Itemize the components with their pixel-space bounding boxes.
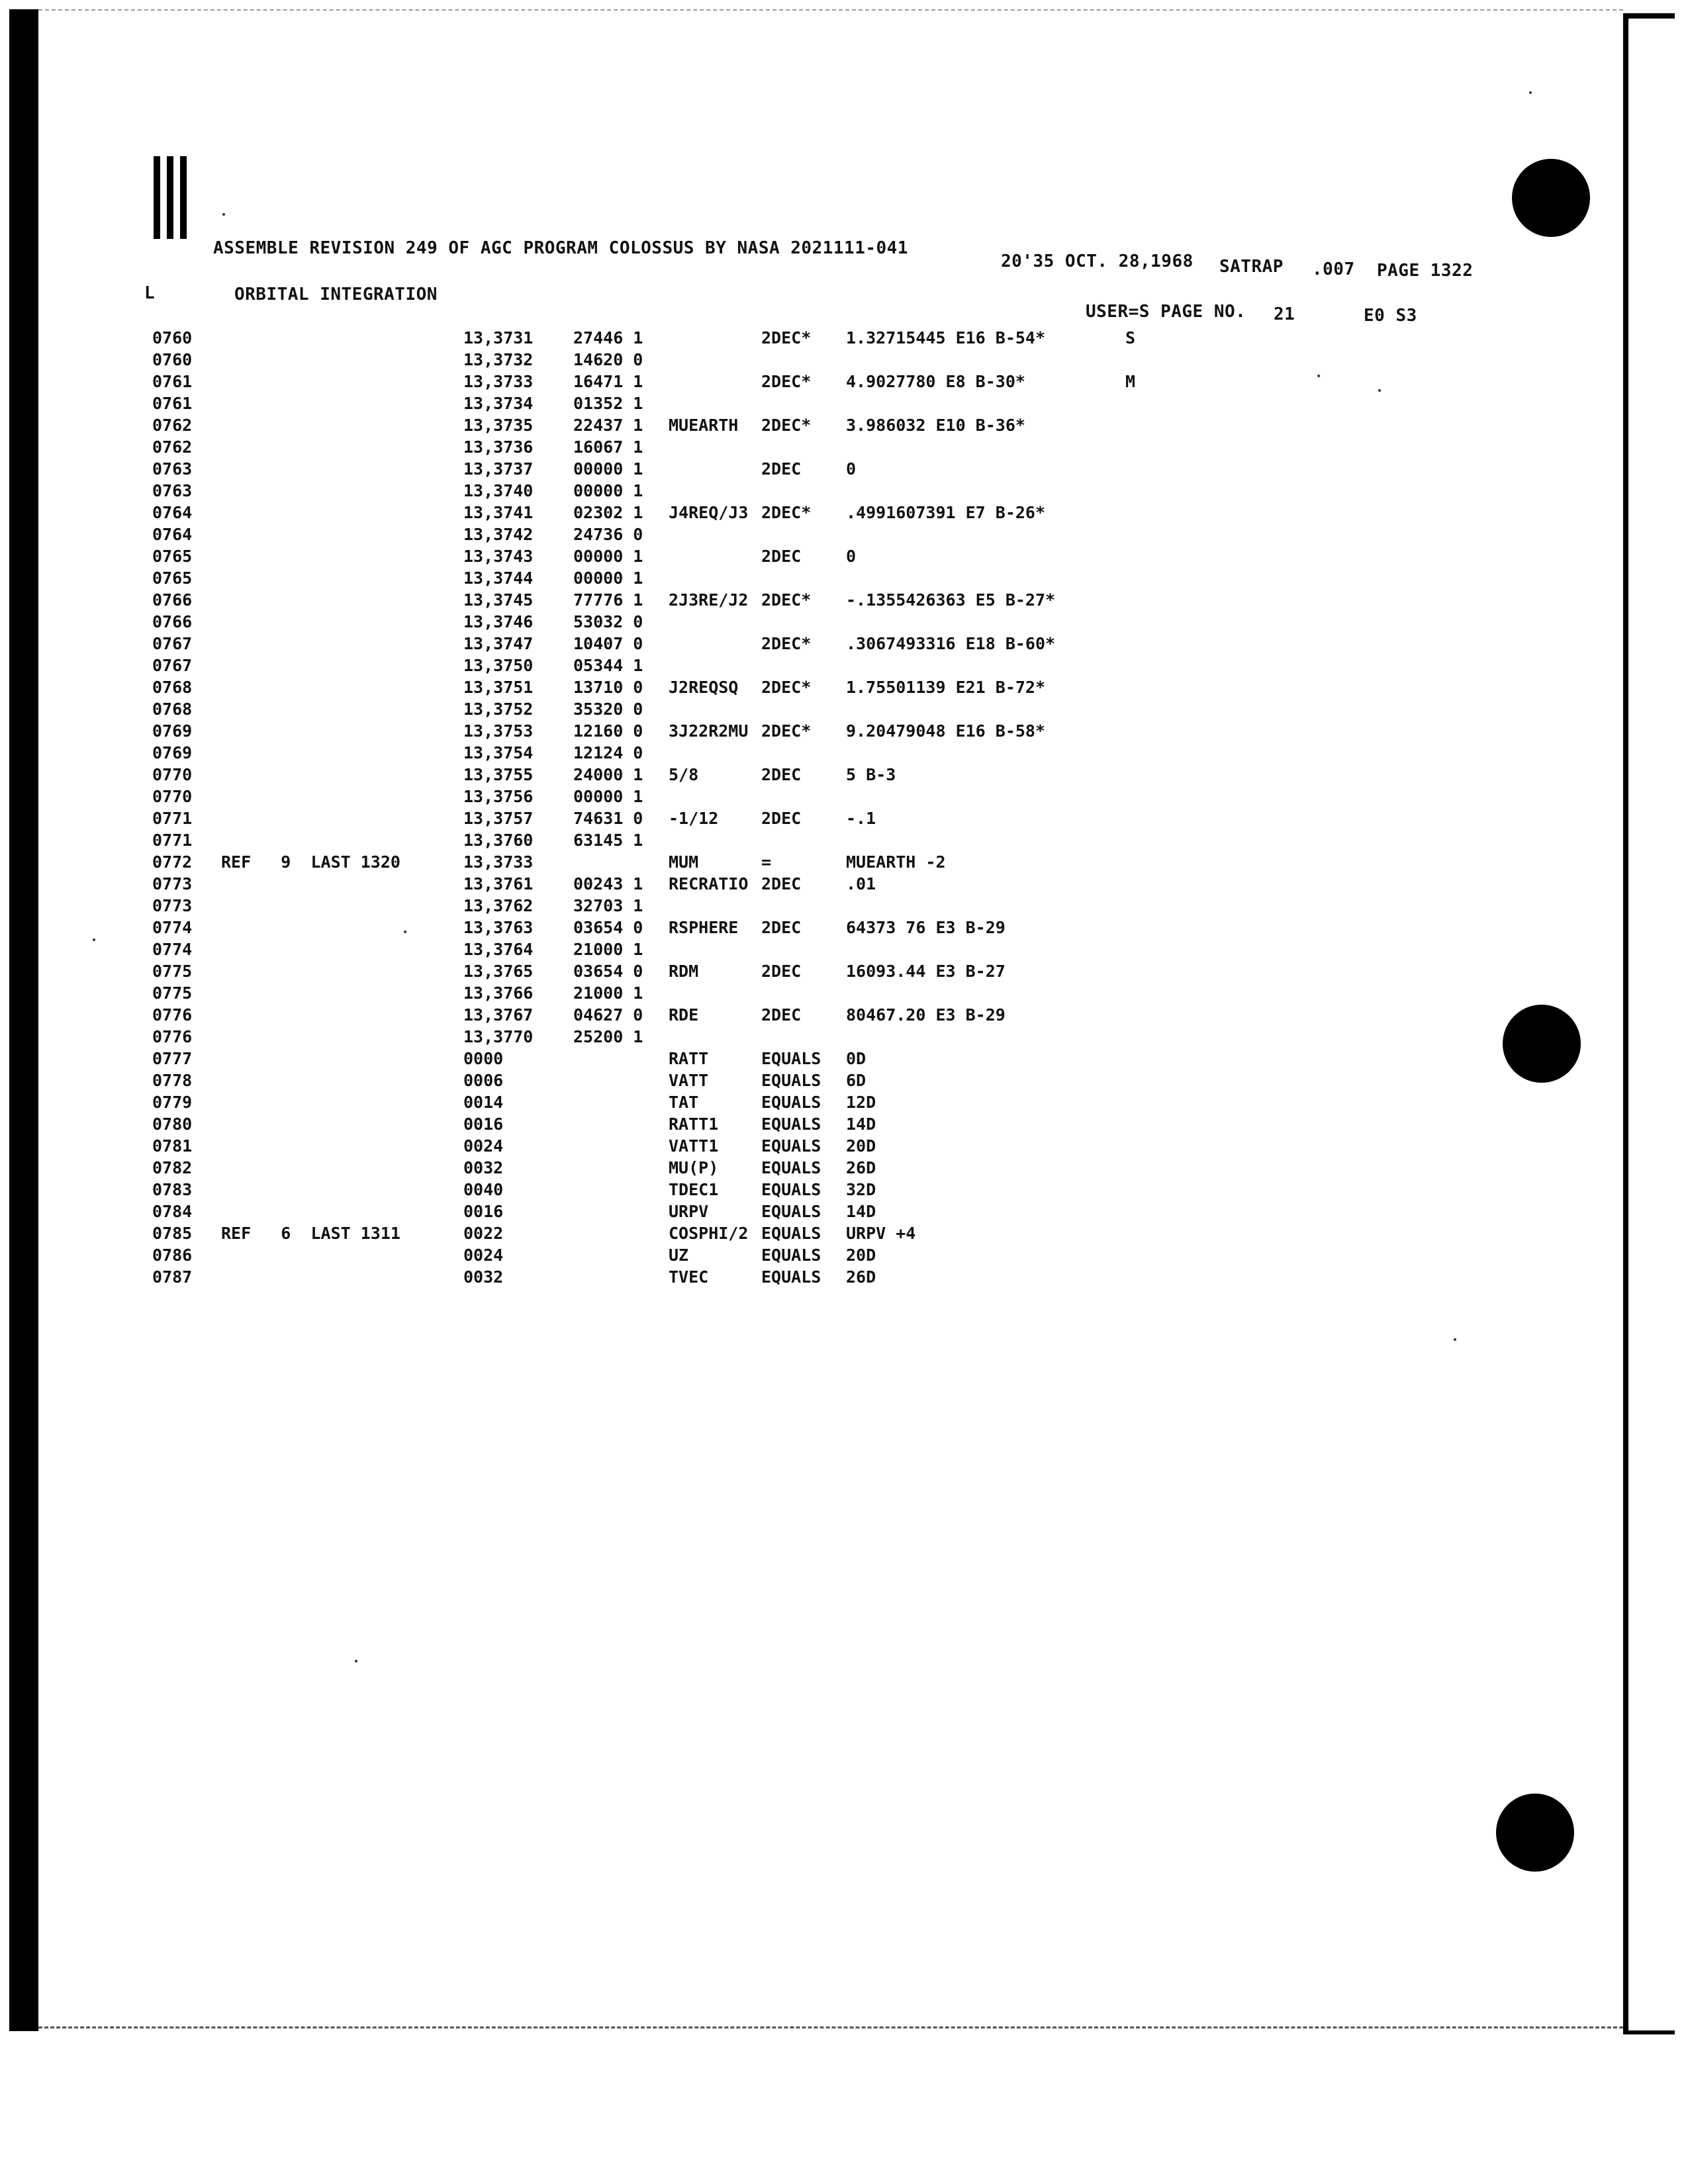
operand: 4.9027780 E8 B-30* bbox=[846, 372, 1025, 391]
opcode: 2DEC* bbox=[761, 678, 812, 697]
page-number: PAGE 1322 bbox=[1377, 261, 1474, 281]
operand: 1.32715445 E16 B-54* bbox=[846, 328, 1046, 347]
octal-value: 53032 0 bbox=[573, 612, 643, 631]
octal-value: 01352 1 bbox=[573, 394, 643, 413]
symbol-label: RSPHERE bbox=[669, 918, 739, 937]
octal-value: 10407 0 bbox=[573, 634, 643, 653]
opcode: 2DEC bbox=[761, 459, 802, 478]
operand: 16093.44 E3 B-27 bbox=[846, 962, 1006, 981]
line-number: 0771 bbox=[152, 831, 193, 850]
operand: .4991607391 E7 B-26* bbox=[846, 503, 1046, 522]
symbol-label: TDEC1 bbox=[669, 1180, 719, 1199]
address: 0032 bbox=[463, 1267, 504, 1287]
octal-value: 12160 0 bbox=[573, 721, 643, 741]
line-number: 0768 bbox=[152, 678, 193, 697]
octal-value: 05344 1 bbox=[573, 656, 643, 675]
line-number: 0787 bbox=[152, 1267, 193, 1287]
line-number: 0783 bbox=[152, 1180, 193, 1199]
octal-value: 77776 1 bbox=[573, 590, 643, 610]
address: 13,3745 bbox=[463, 590, 534, 610]
address: 13,3752 bbox=[463, 700, 534, 719]
address: 13,3744 bbox=[463, 569, 534, 588]
line-number: 0766 bbox=[152, 590, 193, 610]
address: 0024 bbox=[463, 1136, 504, 1156]
address: 13,3754 bbox=[463, 743, 534, 762]
operand: 12D bbox=[846, 1093, 876, 1112]
address: 13,3762 bbox=[463, 896, 534, 915]
octal-value: 32703 1 bbox=[573, 896, 643, 915]
octal-value: 00000 1 bbox=[573, 481, 643, 500]
address: 0006 bbox=[463, 1071, 504, 1090]
address: 0022 bbox=[463, 1224, 504, 1243]
line-number: 0762 bbox=[152, 416, 193, 435]
line-number: 0764 bbox=[152, 525, 193, 544]
operand: 20D bbox=[846, 1136, 876, 1156]
address: 0032 bbox=[463, 1158, 504, 1177]
opcode: 2DEC bbox=[761, 1005, 802, 1024]
line-number: 0765 bbox=[152, 569, 193, 588]
address: 13,3733 bbox=[463, 852, 534, 872]
operand: 3.986032 E10 B-36* bbox=[846, 416, 1025, 435]
octal-value: 14620 0 bbox=[573, 350, 643, 369]
line-number: 0760 bbox=[152, 350, 193, 369]
symbol-label: 5/8 bbox=[669, 765, 699, 784]
octal-value: 21000 1 bbox=[573, 983, 643, 1003]
operand: 9.20479048 E16 B-58* bbox=[846, 721, 1046, 741]
line-number: 0763 bbox=[152, 459, 193, 478]
symbol-label: RDM bbox=[669, 962, 699, 981]
address: 13,3742 bbox=[463, 525, 534, 544]
line-number: 0771 bbox=[152, 809, 193, 828]
line-number: 0779 bbox=[152, 1093, 193, 1112]
operand: 32D bbox=[846, 1180, 876, 1199]
opcode: EQUALS bbox=[761, 1158, 821, 1177]
ref-info: REF 6 LAST 1311 bbox=[221, 1224, 400, 1243]
symbol-label: VATT bbox=[669, 1071, 709, 1090]
line-number: 0784 bbox=[152, 1202, 193, 1221]
symbol-label: VATT1 bbox=[669, 1136, 719, 1156]
octal-value: 21000 1 bbox=[573, 940, 643, 959]
octal-value: 00000 1 bbox=[573, 547, 643, 566]
operand: URPV +4 bbox=[846, 1224, 916, 1243]
symbol-label: TAT bbox=[669, 1093, 699, 1112]
symbol-label: COSPHI/2 bbox=[669, 1224, 749, 1243]
opcode: EQUALS bbox=[761, 1267, 821, 1287]
line-number: 0776 bbox=[152, 1005, 193, 1024]
octal-value: 00243 1 bbox=[573, 874, 643, 893]
operand: -.1 bbox=[846, 809, 876, 828]
line-number: 0760 bbox=[152, 328, 193, 347]
address: 13,3753 bbox=[463, 721, 534, 741]
operand: 26D bbox=[846, 1267, 876, 1287]
octal-value: 13710 0 bbox=[573, 678, 643, 697]
address: 13,3761 bbox=[463, 874, 534, 893]
opcode: EQUALS bbox=[761, 1115, 821, 1134]
octal-value: 63145 1 bbox=[573, 831, 643, 850]
opcode: 2DEC bbox=[761, 547, 802, 566]
operand: 20D bbox=[846, 1246, 876, 1265]
symbol-label: TVEC bbox=[669, 1267, 709, 1287]
binder-hole-top bbox=[1512, 159, 1590, 237]
octal-value: 25200 1 bbox=[573, 1027, 643, 1046]
line-number: 0762 bbox=[152, 437, 193, 457]
line-number: 0765 bbox=[152, 547, 193, 566]
octal-value: 74631 0 bbox=[573, 809, 643, 828]
address: 13,3760 bbox=[463, 831, 534, 850]
opcode: 2DEC* bbox=[761, 503, 812, 522]
octal-value: 00000 1 bbox=[573, 569, 643, 588]
operand: 6D bbox=[846, 1071, 867, 1090]
operand: .3067493316 E18 B-60* bbox=[846, 634, 1056, 653]
octal-value: 24736 0 bbox=[573, 525, 643, 544]
address: 0014 bbox=[463, 1093, 504, 1112]
opcode: = bbox=[761, 852, 772, 872]
program-version: .007 bbox=[1312, 259, 1355, 279]
line-number: 0782 bbox=[152, 1158, 193, 1177]
right-page-border bbox=[1623, 13, 1675, 2034]
address: 13,3763 bbox=[463, 918, 534, 937]
operand: 26D bbox=[846, 1158, 876, 1177]
symbol-label: 3J22R2MU bbox=[669, 721, 749, 741]
line-number: 0781 bbox=[152, 1136, 193, 1156]
operand: 0 bbox=[846, 547, 857, 566]
line-number: 0785 bbox=[152, 1224, 193, 1243]
line-number: 0776 bbox=[152, 1027, 193, 1046]
address: 13,3737 bbox=[463, 459, 534, 478]
line-number: 0769 bbox=[152, 743, 193, 762]
address: 13,3731 bbox=[463, 328, 534, 347]
line-number: 0778 bbox=[152, 1071, 193, 1090]
opcode: 2DEC* bbox=[761, 372, 812, 391]
line-number: 0763 bbox=[152, 481, 193, 500]
opcode: 2DEC bbox=[761, 874, 802, 893]
line-number: 0764 bbox=[152, 503, 193, 522]
octal-value: 03654 0 bbox=[573, 918, 643, 937]
section-marker: L bbox=[144, 283, 156, 303]
opcode: 2DEC* bbox=[761, 328, 812, 347]
operand: .01 bbox=[846, 874, 876, 893]
opcode: 2DEC bbox=[761, 918, 802, 937]
symbol-label: RECRATIO bbox=[669, 874, 749, 893]
user-page-number: 21 bbox=[1274, 304, 1295, 324]
address: 0016 bbox=[463, 1202, 504, 1221]
symbol-label: -1/12 bbox=[669, 809, 719, 828]
line-number: 0761 bbox=[152, 394, 193, 413]
opcode: 2DEC bbox=[761, 809, 802, 828]
octal-value: 27446 1 bbox=[573, 328, 643, 347]
address: 13,3734 bbox=[463, 394, 534, 413]
line-number: 0766 bbox=[152, 612, 193, 631]
line-number: 0769 bbox=[152, 721, 193, 741]
comment: M bbox=[1125, 372, 1136, 391]
octal-value: 12124 0 bbox=[573, 743, 643, 762]
symbol-label: RDE bbox=[669, 1005, 699, 1024]
symbol-label: UZ bbox=[669, 1246, 689, 1265]
address: 13,3756 bbox=[463, 787, 534, 806]
opcode: 2DEC* bbox=[761, 416, 812, 435]
operand: -.1355426363 E5 B-27* bbox=[846, 590, 1056, 610]
line-number: 0774 bbox=[152, 918, 193, 937]
octal-value: 22437 1 bbox=[573, 416, 643, 435]
octal-value: 00000 1 bbox=[573, 787, 643, 806]
listing-timestamp: 20'35 OCT. 28,1968 bbox=[1001, 251, 1194, 271]
address: 13,3751 bbox=[463, 678, 534, 697]
line-number: 0774 bbox=[152, 940, 193, 959]
operand: 14D bbox=[846, 1115, 876, 1134]
listing-tab-marks bbox=[154, 156, 193, 246]
symbol-label: J2REQSQ bbox=[669, 678, 739, 697]
symbol-label: RATT1 bbox=[669, 1115, 719, 1134]
address: 0000 bbox=[463, 1049, 504, 1068]
symbol-label: J4REQ/J3 bbox=[669, 503, 749, 522]
address: 13,3750 bbox=[463, 656, 534, 675]
address: 13,3740 bbox=[463, 481, 534, 500]
opcode: EQUALS bbox=[761, 1136, 821, 1156]
operand: 0D bbox=[846, 1049, 867, 1068]
comment: S bbox=[1125, 328, 1136, 347]
line-number: 0775 bbox=[152, 983, 193, 1003]
line-number: 0770 bbox=[152, 787, 193, 806]
line-number: 0780 bbox=[152, 1115, 193, 1134]
symbol-label: 2J3RE/J2 bbox=[669, 590, 749, 610]
line-number: 0773 bbox=[152, 896, 193, 915]
octal-value: 16471 1 bbox=[573, 372, 643, 391]
operand: 64373 76 E3 B-29 bbox=[846, 918, 1006, 937]
address: 0040 bbox=[463, 1180, 504, 1199]
operand: 5 B-3 bbox=[846, 765, 896, 784]
address: 13,3741 bbox=[463, 503, 534, 522]
section-title: ORBITAL INTEGRATION bbox=[234, 285, 438, 304]
address: 13,3764 bbox=[463, 940, 534, 959]
line-number: 0761 bbox=[152, 372, 193, 391]
bottom-perforation-edge bbox=[38, 2026, 1623, 2028]
octal-value: 02302 1 bbox=[573, 503, 643, 522]
line-number: 0777 bbox=[152, 1049, 193, 1068]
line-number: 0772 bbox=[152, 852, 193, 872]
line-number: 0768 bbox=[152, 700, 193, 719]
address: 13,3757 bbox=[463, 809, 534, 828]
octal-value: 35320 0 bbox=[573, 700, 643, 719]
address: 13,3747 bbox=[463, 634, 534, 653]
top-perforation-edge bbox=[38, 9, 1623, 11]
binder-hole-bottom bbox=[1496, 1794, 1574, 1872]
opcode: EQUALS bbox=[761, 1202, 821, 1221]
symbol-label: MUEARTH bbox=[669, 416, 739, 435]
program-name: SATRAP bbox=[1219, 257, 1284, 277]
address: 13,3736 bbox=[463, 437, 534, 457]
opcode: EQUALS bbox=[761, 1049, 821, 1068]
opcode: EQUALS bbox=[761, 1093, 821, 1112]
address: 13,3735 bbox=[463, 416, 534, 435]
left-binding-strip bbox=[9, 9, 38, 2031]
operand: 0 bbox=[846, 459, 857, 478]
binder-hole-middle bbox=[1503, 1005, 1581, 1083]
symbol-label: RATT bbox=[669, 1049, 709, 1068]
octal-value: 03654 0 bbox=[573, 962, 643, 981]
ref-info: REF 9 LAST 1320 bbox=[221, 852, 400, 872]
symbol-label: MUM bbox=[669, 852, 699, 872]
address: 13,3765 bbox=[463, 962, 534, 981]
opcode: EQUALS bbox=[761, 1246, 821, 1265]
address: 13,3733 bbox=[463, 372, 534, 391]
octal-value: 04627 0 bbox=[573, 1005, 643, 1024]
line-number: 0767 bbox=[152, 656, 193, 675]
line-number: 0775 bbox=[152, 962, 193, 981]
address: 13,3767 bbox=[463, 1005, 534, 1024]
address: 13,3770 bbox=[463, 1027, 534, 1046]
opcode: EQUALS bbox=[761, 1224, 821, 1243]
address: 13,3766 bbox=[463, 983, 534, 1003]
address: 13,3746 bbox=[463, 612, 534, 631]
opcode: EQUALS bbox=[761, 1071, 821, 1090]
symbol-label: MU(P) bbox=[669, 1158, 719, 1177]
octal-value: 24000 1 bbox=[573, 765, 643, 784]
octal-value: 16067 1 bbox=[573, 437, 643, 457]
line-number: 0767 bbox=[152, 634, 193, 653]
opcode: 2DEC* bbox=[761, 634, 812, 653]
opcode: 2DEC* bbox=[761, 590, 812, 610]
address: 13,3743 bbox=[463, 547, 534, 566]
operand: MUEARTH -2 bbox=[846, 852, 946, 872]
opcode: 2DEC bbox=[761, 962, 802, 981]
operand: 80467.20 E3 B-29 bbox=[846, 1005, 1006, 1024]
opcode: EQUALS bbox=[761, 1180, 821, 1199]
opcode: 2DEC bbox=[761, 765, 802, 784]
address: 0016 bbox=[463, 1115, 504, 1134]
operand: 14D bbox=[846, 1202, 876, 1221]
line-number: 0773 bbox=[152, 874, 193, 893]
opcode: 2DEC* bbox=[761, 721, 812, 741]
user-page-label: USER=S PAGE NO. bbox=[1086, 302, 1246, 322]
line-number: 0786 bbox=[152, 1246, 193, 1265]
octal-value: 00000 1 bbox=[573, 459, 643, 478]
listing-title: ASSEMBLE REVISION 249 OF AGC PROGRAM COLOSSUS BY NASA 2021111-041 bbox=[213, 238, 908, 258]
address: 13,3732 bbox=[463, 350, 534, 369]
address: 13,3755 bbox=[463, 765, 534, 784]
operand: 1.75501139 E21 B-72* bbox=[846, 678, 1046, 697]
line-number: 0770 bbox=[152, 765, 193, 784]
listing-code: E0 S3 bbox=[1364, 306, 1417, 326]
address: 0024 bbox=[463, 1246, 504, 1265]
symbol-label: URPV bbox=[669, 1202, 709, 1221]
